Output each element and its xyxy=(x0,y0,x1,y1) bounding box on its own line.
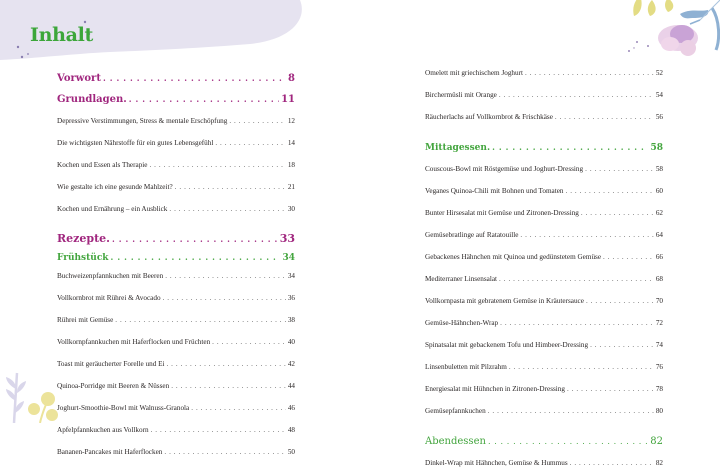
toc-label: Mittagessen. xyxy=(425,143,491,153)
floral-decoration-icon xyxy=(580,0,720,70)
leader-dots xyxy=(164,441,285,463)
toc-page-number: 82 xyxy=(655,459,663,467)
leader-dots xyxy=(500,312,654,334)
toc-label: Bananen-Pancakes mit Haferflocken xyxy=(57,448,163,456)
toc-label: Frühstück xyxy=(57,253,109,263)
toc-entry[interactable] xyxy=(425,106,663,128)
leader-dots xyxy=(171,375,286,397)
leader-dots xyxy=(555,106,654,128)
toc-entry[interactable] xyxy=(57,375,295,397)
toc-page-number: 56 xyxy=(655,113,663,121)
toc-page-number: 78 xyxy=(655,385,663,393)
leader-dots xyxy=(585,158,654,180)
toc-label: Depressive Verstimmungen, Stress & mentale Erschöpfung xyxy=(57,117,228,125)
toc-page-number: 76 xyxy=(655,363,663,371)
toc-page-number: 82 xyxy=(650,436,663,447)
toc-label: Gemüse-Hähnchen-Wrap xyxy=(425,319,499,327)
toc-page-number: 38 xyxy=(287,316,295,324)
leader-dots xyxy=(111,249,281,265)
leader-dots xyxy=(590,334,654,356)
toc-entry[interactable] xyxy=(425,84,663,106)
leader-dots xyxy=(499,268,654,290)
toc-entry[interactable] xyxy=(57,331,295,353)
toc-label: Toast mit geräucherter Forelle und Ei xyxy=(57,360,165,368)
leader-dots xyxy=(570,452,654,474)
toc-label: Spinatsalat mit gebackenem Tofu und Himbeer-Dressing xyxy=(425,341,589,349)
toc-label: Vollkornpasta mit gebratenem Gemüse in Kräutersauce xyxy=(425,297,584,305)
leader-dots xyxy=(603,246,654,268)
leader-dots xyxy=(112,229,278,249)
toc-page-number: 52 xyxy=(655,69,663,77)
leader-dots xyxy=(215,132,285,154)
toc-page-number: 11 xyxy=(281,94,295,105)
toc-label: Quinoa-Porridge mit Beeren & Nüssen xyxy=(57,382,170,390)
toc-label: Vollkornbrot mit Rührei & Avocado xyxy=(57,294,161,302)
leader-dots xyxy=(566,180,654,202)
toc-label: Dinkel-Wrap mit Hähnchen, Gemüse & Hummus xyxy=(425,459,568,467)
toc-page-number: 34 xyxy=(282,253,295,263)
toc-entry[interactable] xyxy=(425,180,663,202)
toc-entry[interactable] xyxy=(57,176,295,198)
toc-page-number: 33 xyxy=(279,232,295,245)
leader-dots xyxy=(163,287,286,309)
leader-dots xyxy=(149,154,285,176)
toc-label: Omelett mit griechischem Joghurt xyxy=(425,69,524,77)
toc-label: Joghurt-Smoothie-Bowl mit Walnuss-Granola xyxy=(57,404,190,412)
toc-page-number: 54 xyxy=(655,91,663,99)
toc-page-number: 58 xyxy=(650,143,663,153)
leader-dots xyxy=(488,431,648,452)
toc-label: Birchermüsli mit Orange xyxy=(425,91,497,99)
leader-dots xyxy=(488,400,654,422)
toc-entry[interactable] xyxy=(425,246,663,268)
leader-dots xyxy=(229,110,285,132)
toc-page-number: 60 xyxy=(655,187,663,195)
page-title: Inhalt xyxy=(30,24,94,46)
toc-label: Mediterraner Linsensalat xyxy=(425,275,498,283)
toc-entry[interactable] xyxy=(425,356,663,378)
toc-entry[interactable] xyxy=(425,268,663,290)
toc-label: Die wichtigsten Nährstoffe für ein gutes Lebensgefühl xyxy=(57,139,214,147)
toc-label: Wie gestalte ich eine gesunde Mahlzeit? xyxy=(57,183,173,191)
leader-dots xyxy=(499,84,654,106)
toc-entry[interactable] xyxy=(57,198,295,220)
leader-dots xyxy=(586,290,654,312)
toc-page-number: 46 xyxy=(287,404,295,412)
toc-page-number: 40 xyxy=(287,338,295,346)
toc-label: Energiesalat mit Hühnchen in Zitronen-Dressing xyxy=(425,385,565,393)
toc-entry[interactable] xyxy=(425,378,663,400)
leader-dots xyxy=(191,397,286,419)
toc-label: Linsenbuletten mit Pilzrahm xyxy=(425,363,507,371)
toc-page-number: 58 xyxy=(655,165,663,173)
leader-dots xyxy=(151,419,286,441)
leader-dots xyxy=(129,89,279,110)
toc-chapter-vorwort[interactable] xyxy=(57,68,295,89)
leader-dots xyxy=(509,356,654,378)
toc-page-number: 30 xyxy=(287,205,295,213)
leader-dots xyxy=(212,331,286,353)
toc-left-column xyxy=(57,68,295,463)
toc-entry[interactable] xyxy=(425,400,663,422)
toc-label: Kochen und Essen als Therapie xyxy=(57,161,148,169)
toc-label: Buchweizenpfannkuchen mit Beeren xyxy=(57,272,164,280)
leader-dots xyxy=(169,198,285,220)
toc-entry[interactable] xyxy=(57,441,295,463)
toc-label: Gebackenes Hähnchen mit Quinoa und gedünstetem Gemüse xyxy=(425,253,602,261)
toc-entry[interactable] xyxy=(425,62,663,84)
toc-chapter-rezepte[interactable] xyxy=(57,228,295,249)
toc-label: Gemüsepfannkuchen xyxy=(425,407,486,415)
toc-entry[interactable] xyxy=(57,309,295,331)
toc-page-number: 72 xyxy=(655,319,663,327)
leader-dots xyxy=(165,265,286,287)
toc-entry[interactable] xyxy=(425,290,663,312)
leader-dots xyxy=(525,62,654,84)
toc-page-number: 8 xyxy=(288,73,295,84)
toc-entry[interactable] xyxy=(57,132,295,154)
toc-page-number: 80 xyxy=(655,407,663,415)
toc-label: Grundlagen. xyxy=(57,94,127,105)
toc-page-number: 18 xyxy=(287,161,295,169)
toc-entry[interactable] xyxy=(57,154,295,176)
leader-dots xyxy=(103,68,286,89)
toc-entry[interactable] xyxy=(57,287,295,309)
toc-label: Rührei mit Gemüse xyxy=(57,316,114,324)
toc-label: Abendessen xyxy=(425,436,486,447)
toc-page-number: 68 xyxy=(655,275,663,283)
toc-page-number: 42 xyxy=(287,360,295,368)
toc-entry[interactable] xyxy=(57,419,295,441)
toc-entry[interactable] xyxy=(425,452,663,474)
toc-label: Vorwort xyxy=(57,73,101,84)
toc-entry[interactable] xyxy=(425,224,663,246)
leaf-decoration-icon xyxy=(0,363,60,423)
toc-page-number: 12 xyxy=(287,117,295,125)
toc-label: Kochen und Ernährung – ein Ausblick xyxy=(57,205,168,213)
leader-dots xyxy=(492,137,648,158)
toc-page-number: 74 xyxy=(655,341,663,349)
toc-page-number: 14 xyxy=(287,139,295,147)
toc-label: Apfelpfannkuchen aus Vollkorn xyxy=(57,426,149,434)
leader-dots xyxy=(115,309,286,331)
toc-right-column xyxy=(425,62,663,474)
toc-page-number: 21 xyxy=(287,183,295,191)
toc-entry[interactable] xyxy=(425,312,663,334)
leader-dots xyxy=(175,176,286,198)
toc-label: Bunter Hirsesalat mit Gemüse und Zitronen-Dressing xyxy=(425,209,579,217)
toc-section-fruehstueck[interactable] xyxy=(57,249,295,265)
leader-dots xyxy=(166,353,285,375)
toc-chapter-grundlagen[interactable] xyxy=(57,89,295,110)
toc-page-number: 66 xyxy=(655,253,663,261)
toc-page-number: 34 xyxy=(287,272,295,280)
toc-entry[interactable] xyxy=(425,334,663,356)
toc-section-mittagessen[interactable] xyxy=(425,137,663,158)
toc-entry[interactable] xyxy=(425,158,663,180)
toc-label: Veganes Quinoa-Chili mit Bohnen und Tomaten xyxy=(425,187,564,195)
toc-section-abendessen[interactable] xyxy=(425,431,663,452)
toc-page-number: 48 xyxy=(287,426,295,434)
toc-label: Rezepte. xyxy=(57,232,110,245)
leader-dots xyxy=(581,202,654,224)
leader-dots xyxy=(567,378,654,400)
toc-label: Gemüsebratlinge auf Ratatouille xyxy=(425,231,519,239)
toc-label: Vollkornpfannkuchen mit Haferflocken und Früchten xyxy=(57,338,211,346)
toc-page-number: 36 xyxy=(287,294,295,302)
toc-entry[interactable] xyxy=(425,202,663,224)
toc-label: Couscous-Bowl mit Röstgemüse und Joghurt-Dressing xyxy=(425,165,584,173)
toc-page-number: 62 xyxy=(655,209,663,217)
toc-page-number: 44 xyxy=(287,382,295,390)
toc-entry[interactable] xyxy=(57,397,295,419)
toc-entry[interactable] xyxy=(57,353,295,375)
toc-entry[interactable] xyxy=(57,110,295,132)
leader-dots xyxy=(520,224,653,246)
toc-entry[interactable] xyxy=(57,265,295,287)
toc-page-number: 70 xyxy=(655,297,663,305)
toc-page-number: 50 xyxy=(287,448,295,456)
toc-page-number: 64 xyxy=(655,231,663,239)
toc-label: Räucherlachs auf Vollkornbrot & Frischkäse xyxy=(425,113,553,121)
